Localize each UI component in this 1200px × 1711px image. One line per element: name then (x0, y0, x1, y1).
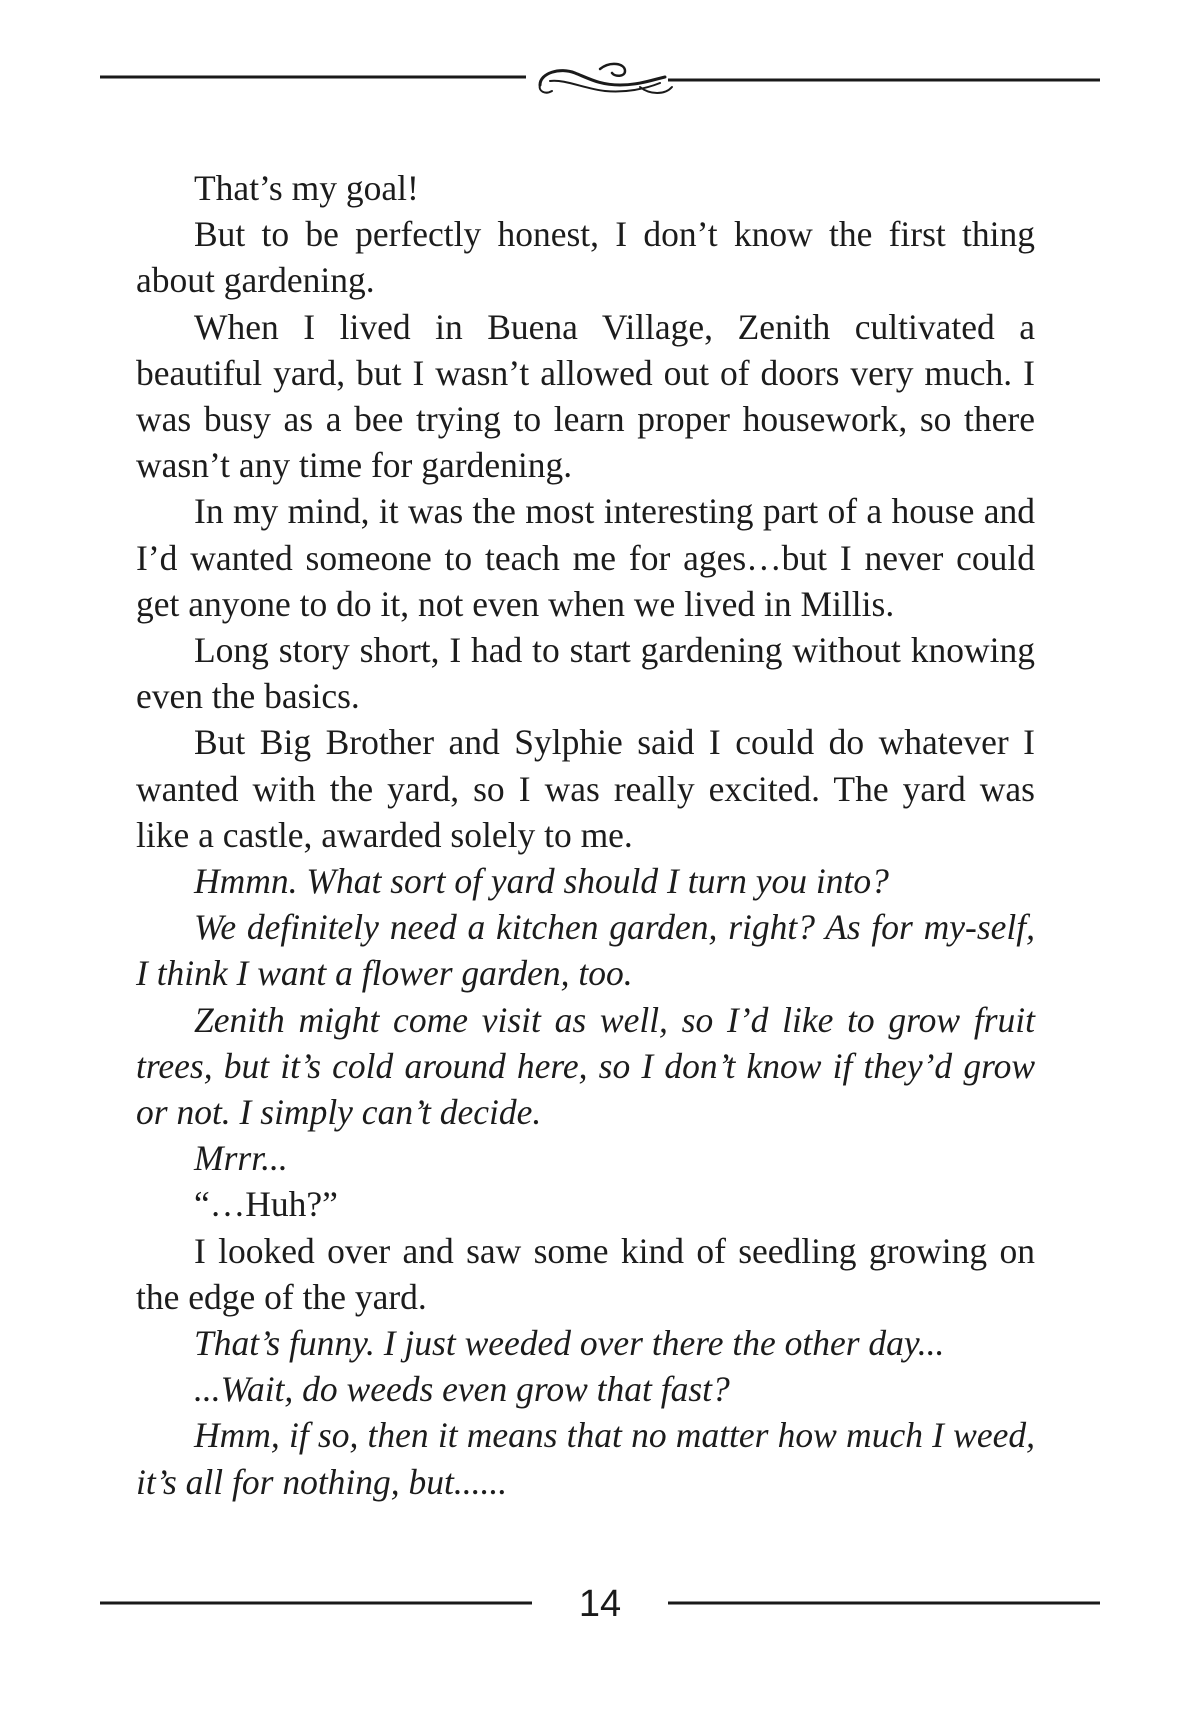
page-number: 14 (578, 1583, 622, 1625)
paragraph: Long story short, I had to start gardening without knowing even the basics. (136, 630, 1035, 717)
header-ornament (0, 55, 1200, 115)
paragraph: That’s my goal! (194, 168, 419, 208)
paragraph: Hmm, if so, then it means that no matter how much I weed, it’s all for nothing, but...... (136, 1415, 1035, 1502)
paragraph: That’s funny. I just weeded over there the other day... (194, 1323, 945, 1364)
paragraph: But to be perfectly honest, I don’t know the first thing about gardening. (136, 214, 1035, 301)
paragraph: We definitely need a kitchen garden, right? As for my-self, I think I want a flower garden, too. (136, 907, 1035, 994)
flourish-ornament-icon (540, 64, 672, 93)
paragraph: Zenith might come visit as well, so I’d like to grow fruit trees, but it’s cold around here, so I don’t know if they’d grow or not. I simply can’t decide. (136, 999, 1035, 1133)
paragraph: ...Wait, do weeds even grow that fast? (194, 1369, 730, 1410)
paragraph: “…Huh?” (194, 1184, 338, 1225)
paragraph: Mrrr... (194, 1138, 288, 1179)
paragraph: When I lived in Buena Village, Zenith cultivated a beautiful yard, but I wasn’t allowed out of doors very much. I was busy as a bee trying to learn proper housework, so there wasn’t any time for gardening. (136, 306, 1035, 486)
paragraph: In my mind, it was the most interesting part of a house and I’d wanted someone to teach me for ages…but I never could get anyone to do it, not even when we lived in Millis. (136, 491, 1035, 624)
paragraph: Hmmn. What sort of yard should I turn you into? (194, 861, 889, 902)
paragraph: But Big Brother and Sylphie said I could do whatever I wanted with the yard, so I was really excited. The yard was like a castle, awarded solely to me. (136, 722, 1035, 855)
paragraph: I looked over and saw some kind of seedling growing on the edge of the yard. (136, 1230, 1035, 1317)
body-text (136, 165, 1035, 1505)
